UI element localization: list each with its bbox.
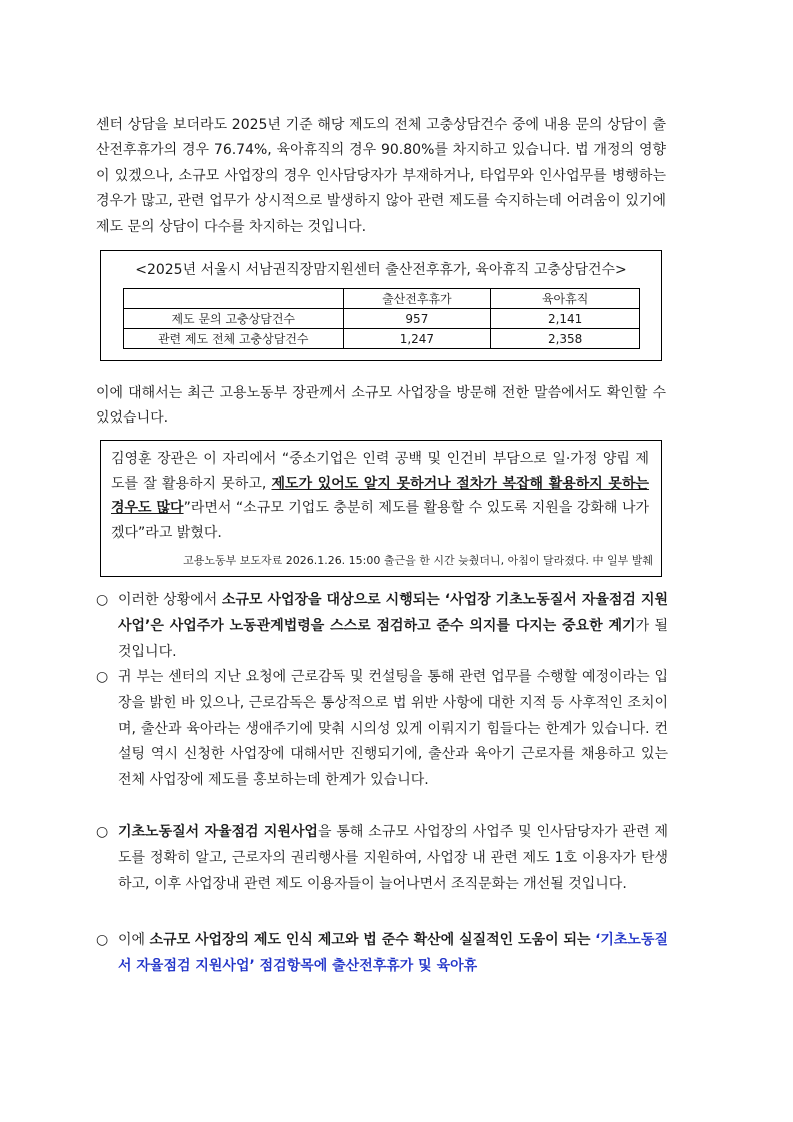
bullet-text [118,928,668,980]
bullet-circle-icon: ○ [96,824,109,840]
cell-childcare: 2,358 [491,329,640,349]
stats-table [123,288,640,349]
stats-box-title: <2025년 서울시 서남권직장맘지원센터 출산전후휴가, 육아휴직 고충상담건수> [135,262,627,278]
stats-header-maternity: 출산전후휴가 [343,289,491,309]
bullet-item-3 [96,820,668,897]
bullet-text [118,588,668,665]
row-label: 관련 제도 전체 고충상담건수 [124,329,344,349]
bullet-circle-icon: ○ [96,932,109,948]
bullet-post: 가 될 것입니다. [118,617,669,660]
stats-table-header-row [124,289,640,309]
bullet-item-2 [96,665,668,794]
bullet-bold: 소규모 사업장의 제도 인식 제고와 법 준수 확산에 실질적인 도움이 되는 [149,932,591,948]
table-row [124,329,640,349]
bullet-text: 귀 부는 센터의 지난 요청에 근로감독 및 컨설팅을 통해 관련 업무를 수행할 예정이라는 입장을 밝힌 바 있으나, 근로감독은 통상적으로 법 위반 사항에 대한 지적 등 사후적인 조치이며, 출산과 육아라는 생애주기에 맞춰 시의성 있게 이뤄지기 힘들다는 한계가 있습니다. 컨설팅 역시 신청한 사업장에 대해서만 진행되기에, 출산과 육아기 근로자를 채용하고 있는 전체 사업장에 제도를 홍보하는데 한계가 있습니다. [118,669,668,789]
cell-childcare: 2,141 [491,309,640,329]
cell-maternity: 957 [343,309,491,329]
quote-emphasis: 제도가 있어도 알지 못하거나 절차가 복잡해 활용하지 못하는 경우도 많다 [111,475,650,516]
cell-maternity: 1,247 [343,329,491,349]
paragraph-consultation-stats: 센터 상담을 보더라도 2025년 기준 해당 제도의 전체 고충상담건수 중에 내용 문의 상담이 출산전후휴가의 경우 76.74%, 육아휴직의 경우 90.80%를 차지하고 있습니다. 법 개정의 영향이 있겠으나, 소규모 사업장의 경우 인사담당자가 부재하거나, 타업무와 인사업무를 병행하는 경우가 많고, 관련 업무가 상시적으로 발생하지 않아 관련 제도를 숙지하는데 어려움이 있기에 제도 문의 상담이 다수를 차지하는 것입니다. [96,117,666,235]
stats-header-childcare: 육아휴직 [491,289,640,309]
row-label: 제도 문의 고충상담건수 [124,309,344,329]
quote-part2: ”라면서 “소규모 기업도 충분히 제도를 활용할 수 있도록 지원을 강화해 나가겠다”라고 밝혔다. [111,500,650,541]
bullet-circle-icon: ○ [96,592,109,608]
quote-part1: 김영훈 장관은 이 자리에서 “중소기업은 인력 공백 및 인건비 부담으로 일·가정 양립 제도를 잘 활용하지 못하고, [111,451,649,492]
bullet-item-1 [96,588,668,665]
quote-source: 고용노동부 보도자료 2026.1.26. 15:00 출근을 한 시간 늦췄더니, 아침이 달라졌다. 中 일부 발췌 [183,554,653,567]
paragraph-minister-remark-intro: 이에 대해서는 최근 고용노동부 장관께서 소규모 사업장을 방문해 전한 말씀에서도 확인할 수 있었습니다. [96,385,666,427]
stats-box [100,250,662,361]
bullet-bold: 소규모 사업장을 대상으로 시행되는 ‘사업장 기초노동질서 자율점검 지원사업’은 사업주가 노동관계법령을 스스로 점검하고 준수 의지를 다지는 중요한 계기 [118,592,668,634]
bullet-circle-icon: ○ [96,669,109,685]
bullet-pre: 이러한 상황에서 [118,592,222,608]
bullet-blue-emphasis: ‘기초노동질서 자율점검 지원사업’ 점검항목에 출산전후휴가 및 육아휴 [118,932,669,974]
bullet-post: 을 통해 소규모 사업장의 사업주 및 인사담당자가 관련 제도를 정확히 알고, 근로자의 권리행사를 지원하여, 사업장 내 관련 제도 1호 이용자가 탄생하고, 이후 사업장내 관련 제도 이용자들이 늘어나면서 조직문화는 개선될 것입니다. [118,824,668,892]
bullet-text [118,820,668,897]
bullet-item-4 [96,928,668,980]
bullet-bold: 기초노동질서 자율점검 지원사업 [118,824,318,840]
table-row [124,309,640,329]
bullet-pre: 이에 [118,932,150,948]
quote-box [100,440,662,577]
stats-header-empty [124,289,344,309]
quote-text [111,447,649,545]
